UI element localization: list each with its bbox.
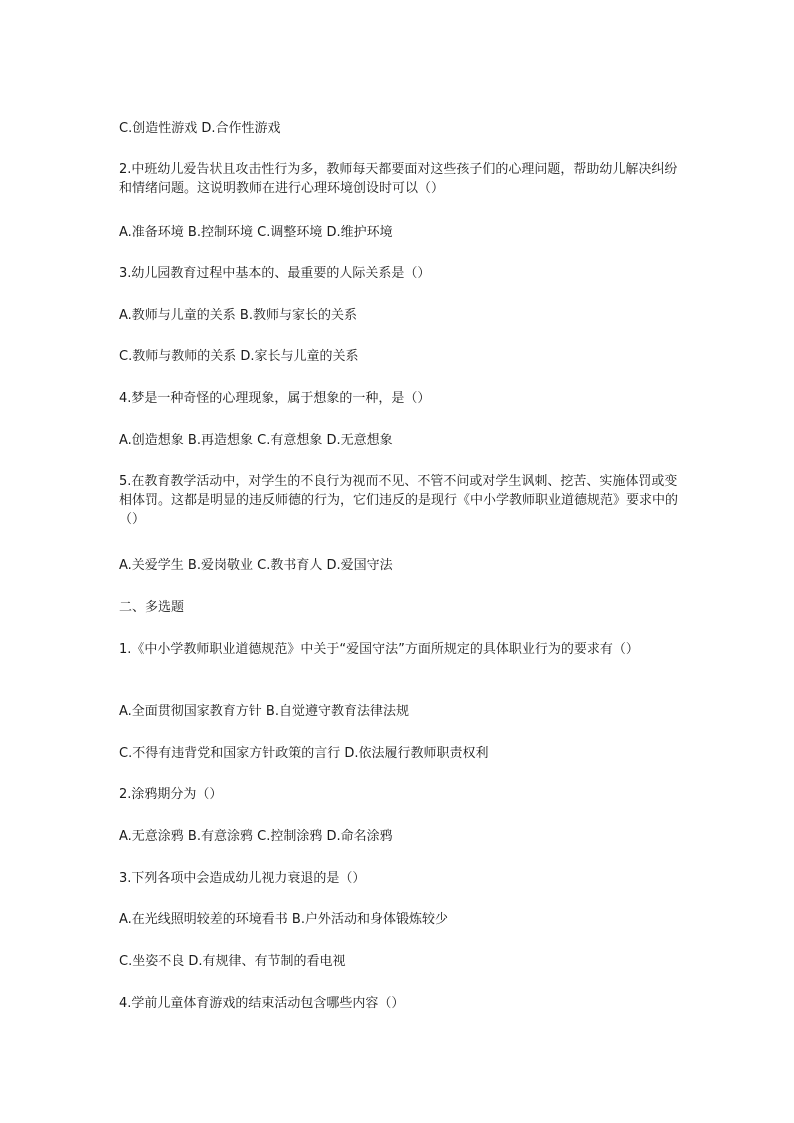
options-line-mq1-cd: C.不得有违背党和国家方针政策的言行 D.依法履行教师职责权利: [119, 746, 489, 761]
multi-question-3: 3.下列各项中会造成幼儿视力衰退的是（）: [119, 871, 366, 886]
options-line-q3-cd: C.教师与教师的关系 D.家长与儿童的关系: [119, 349, 359, 364]
options-line-q5: A.关爱学生 B.爱岗敬业 C.教书育人 D.爱国守法: [119, 558, 393, 573]
question-2: 2.中班幼儿爱告状且攻击性行为多，教师每天都要面对这些孩子们的心理问题，帮助幼儿解决纠纷和情绪问题。这说明教师在进行心理环境创设时可以（）: [119, 162, 678, 196]
options-line-mq3-cd: C.坐姿不良 D.有规律、有节制的看电视: [119, 954, 346, 969]
options-line-mq1-ab: A.全面贯彻国家教育方针 B.自觉遵守教育法律法规: [119, 704, 409, 719]
options-line-mq3-ab: A.在光线照明较差的环境看书 B.户外活动和身体锻炼较少: [119, 912, 448, 927]
options-line-q2: A.准备环境 B.控制环境 C.调整环境 D.维护环境: [119, 225, 393, 240]
multi-question-4: 4.学前儿童体育游戏的结束活动包含哪些内容（）: [119, 996, 405, 1011]
section-heading-multiple-choice: 二、多选题: [119, 600, 185, 615]
multi-question-1: 1.《中小学教师职业道德规范》中关于“爱国守法”方面所规定的具体职业行为的要求有（）: [119, 642, 639, 657]
options-line-mq2: A.无意涂鸦 B.有意涂鸦 C.控制涂鸦 D.命名涂鸦: [119, 829, 393, 844]
question-5: 5.在教育教学活动中，对学生的不良行为视而不见、不管不问或对学生讽刺、挖苦、实施体罚或变相体罚。这都是明显的违反师德的行为，它们违反的是现行《中小学教师职业道德规范》要求中的（）: [119, 474, 679, 527]
options-line-q4: A.创造想象 B.再造想象 C.有意想象 D.无意想象: [119, 433, 393, 448]
question-4: 4.梦是一种奇怪的心理现象，属于想象的一种，是（）: [119, 391, 431, 406]
options-line-q1-cd: C.创造性游戏 D.合作性游戏: [119, 121, 281, 136]
options-line-q3-ab: A.教师与儿童的关系 B.教师与家长的关系: [119, 308, 357, 323]
multi-question-2: 2.涂鸦期分为（）: [119, 787, 223, 802]
question-3: 3.幼儿园教育过程中基本的、最重要的人际关系是（）: [119, 266, 431, 281]
